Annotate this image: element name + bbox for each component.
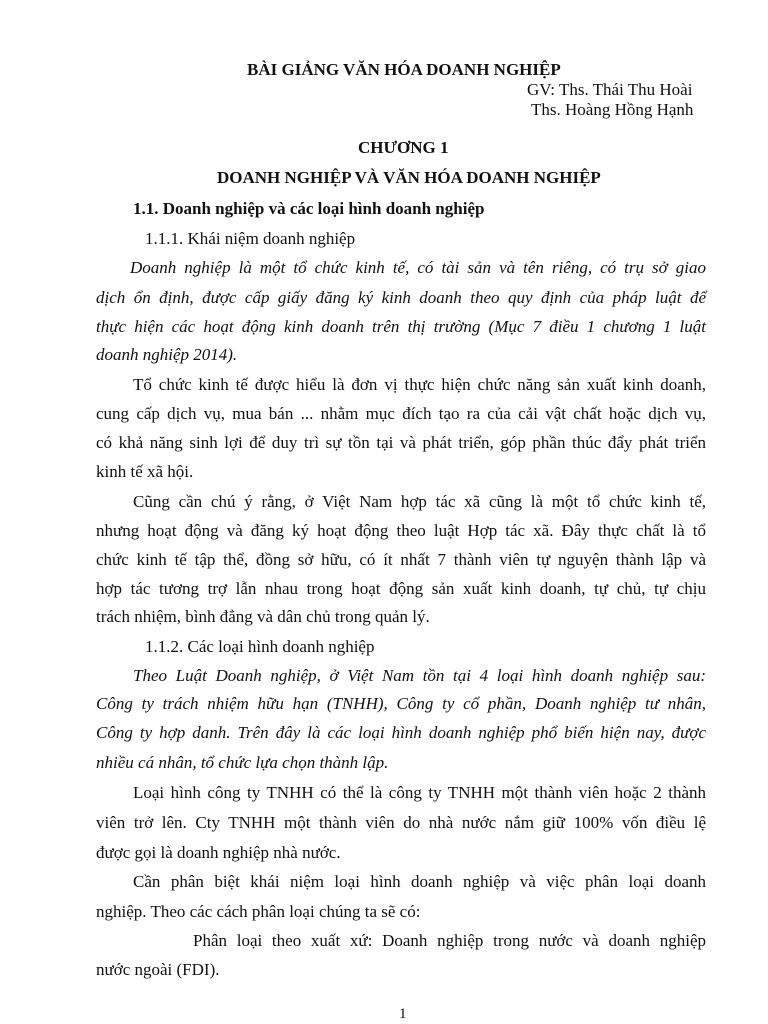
paragraph-line: kinh tế xã hội.	[96, 462, 194, 481]
paragraph-line: cung cấp dịch vụ, mua bán ... nhằm mục đích tạo ra của cải vật chất hoặc dịch vụ,	[96, 404, 706, 423]
section-heading-1-1: 1.1. Doanh nghiệp và các loại hình doanh nghiệp	[133, 199, 485, 218]
course-title: BÀI GIẢNG VĂN HÓA DOANH NGHIỆP	[247, 60, 561, 79]
paragraph-line: Cần phân biệt khái niệm loại hình doanh nghiệp và việc phân loại doanh	[133, 872, 706, 891]
paragraph-line: hợp tác tương trợ lẫn nhau trong hoạt động sản xuất kinh doanh, tự chủ, tự chịu	[96, 579, 706, 598]
paragraph-line: nhiều cá nhân, tổ chức lựa chọn thành lập.	[96, 753, 389, 772]
page-number: 1	[399, 1006, 407, 1022]
paragraph-line: Loại hình công ty TNHH có thể là công ty TNHH một thành viên hoặc 2 thành	[133, 783, 706, 802]
paragraph-line: có khả năng sinh lợi để duy trì sự tồn tại và phát triển, góp phần thúc đẩy phát triển	[96, 433, 706, 452]
paragraph-line: Công ty hợp danh. Trên đây là các loại hình doanh nghiệp phổ biến hiện nay, được	[96, 723, 706, 742]
paragraph-line: nhưng hoạt động và đăng ký hoạt động theo luật Hợp tác xã. Đây thực chất là tổ	[96, 521, 706, 540]
paragraph-line: Doanh nghiệp là một tổ chức kinh tế, có tài sản và tên riêng, có trụ sở giao	[130, 258, 706, 277]
paragraph-line: Tổ chức kinh tế được hiểu là đơn vị thực hiện chức năng sản xuất kinh doanh,	[133, 375, 706, 394]
paragraph-line: được gọi là doanh nghiệp nhà nước.	[96, 843, 341, 862]
paragraph-line: viên trở lên. Cty TNHH một thành viên do nhà nước nắm giữ 100% vốn điều lệ	[96, 813, 706, 832]
chapter-label: CHƯƠNG 1	[358, 138, 449, 157]
paragraph-line: trách nhiệm, bình đẳng và dân chủ trong quản lý.	[96, 607, 430, 626]
paragraph-line: doanh nghiệp 2014).	[96, 345, 238, 364]
section-heading-1-1-2: 1.1.2. Các loại hình doanh nghiệp	[145, 637, 375, 656]
paragraph-line: Công ty trách nhiệm hữu hạn (TNHH), Công ty cổ phần, Doanh nghiệp tư nhân,	[96, 694, 706, 713]
paragraph-line: nước ngoài (FDI).	[96, 960, 220, 979]
paragraph-line: chức kinh tế tập thể, đồng sở hữu, có ít nhất 7 thành viên tự nguyện thành lập và	[96, 550, 706, 569]
paragraph-line: nghiệp. Theo các cách phân loại chúng ta sẽ có:	[96, 902, 421, 921]
paragraph-line: thực hiện các hoạt động kinh doanh trên thị trường (Mục 7 điều 1 chương 1 luật	[96, 317, 706, 336]
section-heading-1-1-1: 1.1.1. Khái niệm doanh nghiệp	[145, 229, 356, 248]
paragraph-line: Theo Luật Doanh nghiệp, ở Việt Nam tồn tại 4 loại hình doanh nghiệp sau:	[133, 666, 706, 685]
paragraph-line: dịch ổn định, được cấp giấy đăng ký kinh doanh theo quy định của pháp luật để	[96, 288, 706, 307]
chapter-title: DOANH NGHIỆP VÀ VĂN HÓA DOANH NGHIỆP	[217, 168, 601, 187]
lecturer-1: GV: Ths. Thái Thu Hoài	[527, 80, 693, 99]
paragraph-line: Cũng cần chú ý rằng, ở Việt Nam hợp tác xã cũng là một tổ chức kinh tế,	[133, 492, 706, 511]
lecturer-2: Ths. Hoàng Hồng Hạnh	[531, 100, 694, 119]
paragraph-line: Phân loại theo xuất xứ: Doanh nghiệp trong nước và doanh nghiệp	[193, 931, 706, 950]
